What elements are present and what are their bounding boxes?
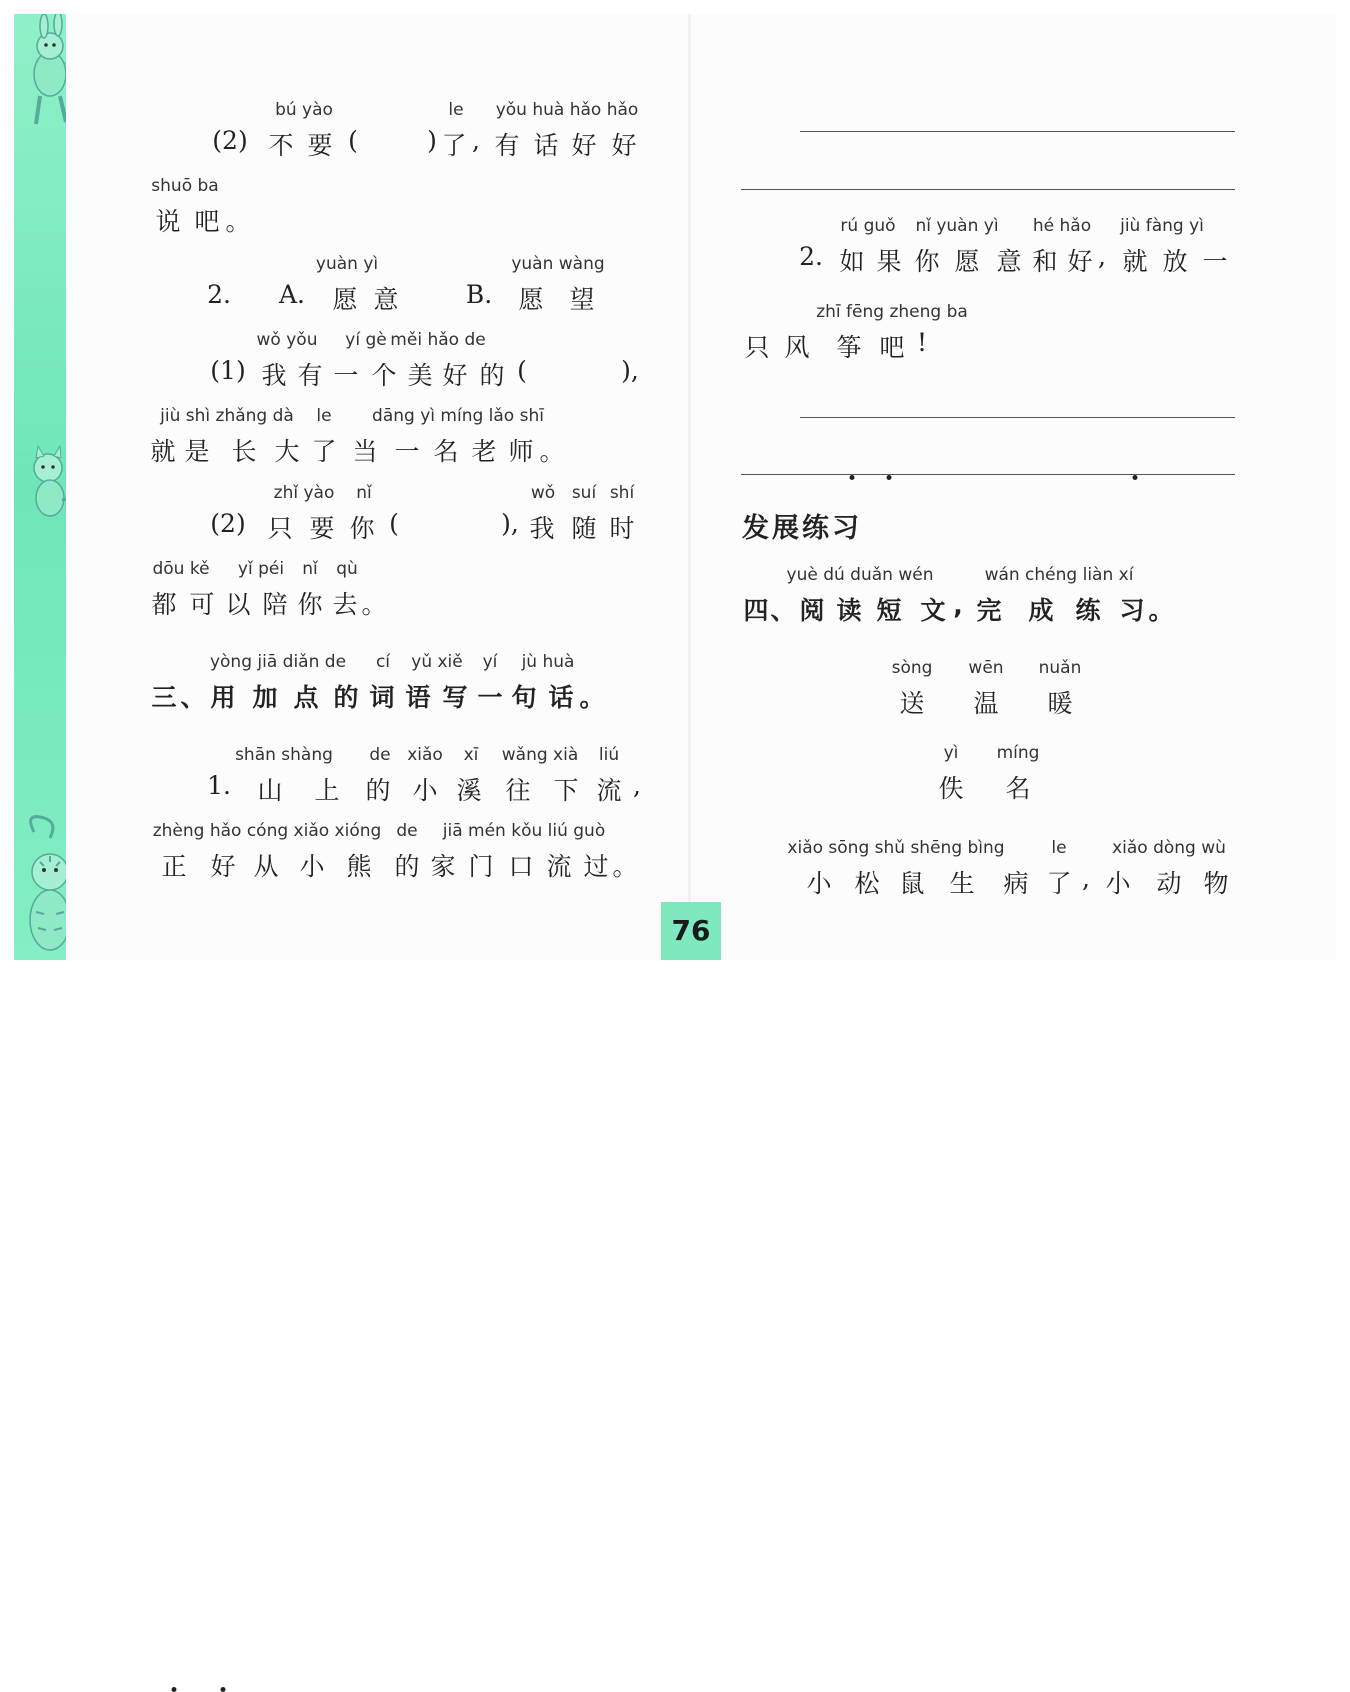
pinyin: jiù fàng yì — [1120, 216, 1204, 236]
hanzi: 吧 — [879, 333, 905, 362]
pinyin: rú guǒ — [840, 216, 896, 236]
punctuation: , — [472, 126, 480, 155]
hanzi: 小 — [806, 869, 832, 898]
punctuation: , — [633, 771, 641, 800]
hanzi: 有 — [297, 361, 323, 390]
pinyin: hé hǎo — [1032, 216, 1092, 236]
pinyin: zhī fēng zheng ba — [816, 302, 968, 322]
hanzi: 一 — [477, 683, 503, 712]
item-number: 2. — [207, 280, 231, 309]
pinyin: jiā mén kǒu liú guò — [442, 821, 606, 841]
hanzi: 话 — [548, 683, 574, 712]
hanzi: 名 — [1005, 774, 1031, 803]
hanzi: 是 — [184, 437, 210, 466]
pinyin: xiǎo — [407, 745, 443, 765]
hanzi: 小 — [299, 852, 325, 881]
pinyin: nǐ — [302, 559, 318, 579]
hanzi: 有 — [494, 131, 520, 160]
hanzi: 文 — [920, 596, 946, 625]
pinyin: wǒ — [530, 483, 556, 503]
hanzi: 阅 — [799, 596, 825, 625]
item-number: (2) — [210, 509, 246, 538]
hanzi: 了 — [1046, 869, 1072, 898]
pinyin: le — [448, 100, 464, 120]
hanzi: 说 — [155, 207, 181, 236]
hanzi: 和 — [1032, 247, 1058, 276]
hanzi: 去 — [332, 590, 358, 619]
hanzi: 就 — [1122, 247, 1148, 276]
pinyin: shuō ba — [151, 176, 219, 196]
answer-line — [800, 131, 1235, 132]
hanzi: 小 — [1105, 869, 1131, 898]
hanzi: 的 — [394, 852, 420, 881]
hanzi: 练 — [1075, 596, 1101, 625]
hanzi: 好 — [611, 131, 637, 160]
hanzi: 完 — [976, 596, 1002, 625]
hanzi: 当 — [352, 437, 378, 466]
hanzi: 筝 — [836, 333, 862, 362]
pinyin: bú yào — [275, 100, 333, 120]
emphasis-dot — [172, 1687, 177, 1692]
hanzi: 句 — [511, 683, 537, 712]
pinyin: wán chéng liàn xí — [984, 565, 1134, 585]
hanzi: 读 — [836, 596, 862, 625]
hanzi: 可 — [189, 590, 215, 619]
hanzi: 望 — [569, 285, 595, 314]
answer-line — [800, 417, 1235, 418]
hanzi: 师 — [508, 437, 534, 466]
emphasis-dot — [221, 1687, 226, 1692]
pinyin: yí gè — [345, 330, 387, 350]
blank-open-paren: ( — [348, 126, 358, 155]
hanzi: 就 — [150, 437, 176, 466]
hanzi: 如 — [839, 247, 865, 276]
hanzi: 风 — [784, 333, 810, 362]
choice-letter: B. — [465, 280, 493, 309]
pinyin: shí — [609, 483, 635, 503]
hanzi: 都 — [151, 590, 177, 619]
pinyin: jiù shì zhǎng dà — [160, 406, 294, 426]
hanzi: 你 — [914, 247, 940, 276]
punctuation: , — [953, 591, 963, 620]
hanzi: 熊 — [346, 852, 372, 881]
hanzi: 物 — [1203, 869, 1229, 898]
pinyin: zhǐ yào — [273, 483, 335, 503]
answer-line — [741, 474, 1235, 475]
pinyin: wēn — [968, 658, 1004, 678]
hanzi: 佚 — [938, 774, 964, 803]
pinyin: le — [316, 406, 332, 426]
hanzi: 成 — [1028, 596, 1054, 625]
pinyin: nǐ yuàn yì — [915, 216, 999, 236]
hanzi: 短 — [876, 596, 902, 625]
pinyin: yì — [943, 743, 959, 763]
hanzi: 只 — [744, 333, 770, 362]
hanzi: 以 — [225, 590, 251, 619]
punctuation: 、 — [180, 683, 206, 712]
hanzi: 流 — [546, 852, 572, 881]
hanzi: 老 — [471, 437, 497, 466]
hanzi: 好 — [1067, 247, 1093, 276]
hanzi: 好 — [210, 852, 236, 881]
pinyin: dōu kě — [152, 559, 210, 579]
pinyin: xiǎo sōng shǔ shēng bìng — [787, 838, 1005, 858]
hanzi: 意 — [996, 247, 1022, 276]
page-number: 76 — [661, 902, 721, 960]
hanzi: 陪 — [262, 590, 288, 619]
hanzi: 病 — [1003, 869, 1029, 898]
hanzi: 家 — [430, 852, 456, 881]
hanzi: 意 — [373, 285, 399, 314]
hanzi: 要 — [309, 514, 335, 543]
hanzi: 暖 — [1047, 689, 1073, 718]
blank-close-paren: ), — [621, 356, 639, 385]
item-number: (1) — [210, 356, 246, 385]
hanzi: 的 — [333, 683, 359, 712]
pinyin: xī — [463, 745, 479, 765]
pinyin: suí — [571, 483, 597, 503]
hanzi: 加 — [252, 683, 278, 712]
pinyin: le — [1051, 838, 1067, 858]
pinyin: dāng yì míng lǎo shī — [372, 406, 544, 426]
pinyin: yǐ péi — [237, 559, 285, 579]
workbook-spread — [66, 14, 1336, 960]
hanzi: 往 — [505, 776, 531, 805]
hanzi: 上 — [314, 776, 340, 805]
hanzi: 吧 — [194, 207, 220, 236]
hanzi: 随 — [571, 514, 597, 543]
pinyin: yuàn yì — [315, 254, 379, 274]
hanzi: 口 — [508, 852, 534, 881]
item-number: 2. — [799, 242, 823, 271]
pinyin: shān shàng — [235, 745, 333, 765]
hanzi: 动 — [1156, 869, 1182, 898]
hanzi: 放 — [1162, 247, 1188, 276]
hanzi: 了 — [311, 437, 337, 466]
hanzi: 下 — [553, 776, 579, 805]
hanzi: 我 — [261, 361, 287, 390]
answer-line — [741, 189, 1235, 190]
pinyin: qù — [336, 559, 358, 579]
hanzi: 要 — [307, 131, 333, 160]
hanzi: 温 — [973, 689, 999, 718]
pinyin: sòng — [891, 658, 933, 678]
punctuation: 。 — [612, 852, 638, 881]
hanzi: 时 — [609, 514, 635, 543]
punctuation: ! — [916, 328, 928, 357]
hanzi: 松 — [854, 869, 880, 898]
pinyin: de — [369, 745, 391, 765]
right-page — [691, 14, 1336, 960]
pinyin: jù huà — [521, 652, 575, 672]
section-heading: 发展练习 — [742, 513, 862, 544]
pinyin: xiǎo dòng wù — [1112, 838, 1226, 858]
choice-letter: A. — [278, 280, 306, 309]
hanzi: 话 — [533, 131, 559, 160]
punctuation: 。 — [361, 590, 387, 619]
pinyin: liú — [598, 745, 620, 765]
pinyin: zhèng hǎo cóng xiǎo xióng — [152, 821, 382, 841]
hanzi: 过 — [583, 852, 609, 881]
hanzi: 三 — [151, 683, 177, 712]
item-number: (2) — [212, 126, 248, 155]
pinyin: yǒu huà hǎo hǎo — [495, 100, 639, 120]
pinyin: yòng jiā diǎn de — [209, 652, 347, 672]
blank-close-paren: ), — [501, 509, 519, 538]
hanzi: 大 — [274, 437, 300, 466]
hanzi: 小 — [412, 776, 438, 805]
blank-open-paren: ( — [389, 509, 399, 538]
hanzi: 流 — [596, 776, 622, 805]
pinyin: nuǎn — [1038, 658, 1082, 678]
emphasis-dot — [1133, 475, 1138, 480]
pinyin: cí — [375, 652, 391, 672]
pinyin: yuàn wàng — [511, 254, 605, 274]
pinyin: nǐ — [356, 483, 372, 503]
hanzi: 写 — [442, 683, 468, 712]
hanzi: 我 — [529, 514, 555, 543]
hanzi: 习 — [1119, 596, 1145, 625]
hanzi: 生 — [949, 869, 975, 898]
punctuation: 。 — [225, 207, 251, 236]
hanzi: 长 — [231, 437, 257, 466]
pinyin: de — [396, 821, 418, 841]
punctuation: , — [1082, 864, 1090, 893]
item-number: 1. — [207, 771, 231, 800]
hanzi: 不 — [268, 131, 294, 160]
hanzi: 一 — [394, 437, 420, 466]
emphasis-dot — [887, 475, 892, 480]
left-page — [66, 14, 691, 960]
hanzi: 只 — [267, 514, 293, 543]
hanzi: 名 — [433, 437, 459, 466]
punctuation: , — [1098, 242, 1106, 271]
hanzi: 溪 — [456, 776, 482, 805]
emphasis-dot — [850, 475, 855, 480]
hanzi: 门 — [468, 852, 494, 881]
pinyin: yuè dú duǎn wén — [786, 565, 934, 585]
pinyin: míng — [996, 743, 1040, 763]
pinyin: wǎng xià — [501, 745, 579, 765]
punctuation: 、 — [770, 596, 796, 625]
pinyin: yí — [482, 652, 498, 672]
hanzi: 山 — [257, 776, 283, 805]
hanzi: 你 — [297, 590, 323, 619]
hanzi: 词 — [369, 683, 395, 712]
hanzi: 送 — [899, 689, 925, 718]
hanzi: 正 — [161, 852, 187, 881]
hanzi: 好 — [571, 131, 597, 160]
hanzi: 一 — [1202, 247, 1228, 276]
hanzi: 个 — [371, 361, 397, 390]
punctuation: 。 — [539, 437, 565, 466]
hanzi: 果 — [876, 247, 902, 276]
pinyin: wǒ yǒu — [256, 330, 318, 350]
blank-open-paren: ( — [517, 356, 527, 385]
hanzi: 点 — [293, 683, 319, 712]
pinyin: yǔ xiě — [411, 652, 463, 672]
hanzi: 了 — [441, 131, 467, 160]
punctuation: 。 — [579, 683, 605, 712]
hanzi: 一 — [333, 361, 359, 390]
blank-close-paren: ) — [427, 126, 437, 155]
punctuation: 。 — [1148, 596, 1174, 625]
hanzi: 愿 — [518, 285, 544, 314]
hanzi: 的 — [479, 361, 505, 390]
hanzi: 你 — [349, 514, 375, 543]
hanzi: 用 — [210, 683, 236, 712]
hanzi: 愿 — [954, 247, 980, 276]
hanzi: 四 — [743, 596, 769, 625]
hanzi: 的 — [365, 776, 391, 805]
hanzi: 鼠 — [899, 869, 925, 898]
hanzi: 从 — [253, 852, 279, 881]
hanzi: 语 — [405, 683, 431, 712]
hanzi: 美 — [407, 361, 433, 390]
hanzi: 好 — [442, 361, 468, 390]
pinyin: měi hǎo de — [390, 330, 486, 350]
hanzi: 愿 — [332, 285, 358, 314]
